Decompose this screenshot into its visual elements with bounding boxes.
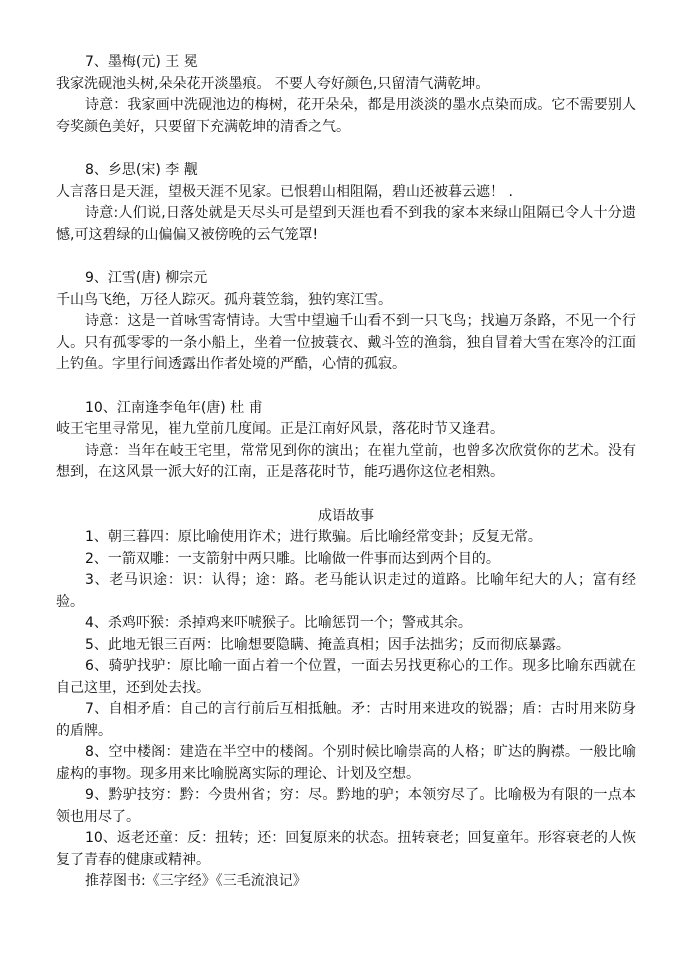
- poem-text: 人言落日是天涯，望极天涯不见家。已恨碧山相阻隔，碧山还被暮云遮！ .: [56, 183, 513, 200]
- poem-text: 我家洗砚池头树,朵朵花开淡墨痕。 不要人夸好颜色,只留清气满乾坤。: [56, 75, 490, 92]
- book-recommendation: 推荐图书:《三字经》《三毛流浪记》: [85, 873, 307, 889]
- poem-text: 岐王宅里寻常见，崔九堂前几度闻。正是江南好风景，落花时节又逢君。: [56, 421, 504, 437]
- idiom-item: 8、空中楼阁：建造在半空中的楼阁。个别时候比喻崇高的人格；旷达的胸襟。一般比喻虚构的事物。现多用来比喻脱离实际的理论、计划及空想。: [56, 744, 636, 782]
- poem-title: 8、乡思(宋) 李 觏: [85, 162, 198, 178]
- idiom-item: 10、返老还童：反：扭转；还：回复原来的状态。扭转衰老；回复童年。形容衰老的人恢复了青春的健康或精神。: [56, 830, 636, 868]
- poem-title: 9、江雪(唐) 柳宗元: [85, 270, 208, 286]
- idiom-item: 6、骑驴找驴：原比喻一面占着一个位置，一面去另找更称心的工作。现多比喻东西就在自己这里，还到处去找。: [56, 658, 636, 696]
- poem-10: [56, 398, 636, 484]
- poem-9: [56, 268, 636, 376]
- poem-meaning: 诗意：我家画中洗砚池边的梅树，花开朵朵，都是用淡淡的墨水点染而成。它不需要别人夸奖颜色美好，只要留下充满乾坤的清香之气。: [56, 97, 636, 135]
- idiom-list: [56, 527, 636, 871]
- poem-title: 10、江南逢李龟年(唐) 杜 甫: [85, 399, 263, 416]
- idiom-item: 3、老马识途：识：认得；途：路。老马能认识走过的道路。比喻年纪大的人；富有经验。: [56, 572, 636, 610]
- poem-text: 千山鸟飞绝，万径人踪灭。孤舟蓑笠翁，独钓寒江雪。: [56, 291, 392, 308]
- poem-meaning: 诗意:人们说,日落处就是天尽头可是望到天涯也看不到我的家本来绿山阻隔已令人十分遗憾,可这碧绿的山偏偏又被傍晚的云气笼罩!: [56, 205, 636, 243]
- poem-7: [56, 52, 636, 138]
- idiom-item: 7、自相矛盾：自己的言行前后互相抵触。矛：古时用来进攻的锐器；盾：古时用来防身的盾牌。: [56, 701, 636, 739]
- idiom-item: 1、朝三暮四：原比喻使用诈术；进行欺骗。后比喻经常变卦；反复无常。: [85, 529, 542, 545]
- document-page: [56, 52, 636, 893]
- idiom-item: 2、一箭双雕：一支箭射中两只雕。比喻做一件事而达到两个目的。: [85, 550, 500, 567]
- idiom-item: 5、此地无银三百两：比喻想要隐瞒、掩盖真相；因手法拙劣；反而彻底暴露。: [85, 636, 570, 653]
- poem-meaning: 诗意：当年在岐王宅里，常常见到你的演出；在崔九堂前，也曾多次欣赏你的艺术。没有想到，在这风景一派大好的江南，正是落花时节，能巧遇你这位老相熟。: [56, 442, 636, 480]
- poem-8: [56, 160, 636, 246]
- section-title: 成语故事: [318, 507, 374, 524]
- idiom-item: 9、黔驴技穷：黔：今贵州省；穷：尽。黔地的驴；本领穷尽了。比喻极为有限的一点本领也用尽了。: [56, 787, 636, 825]
- idiom-item: 4、杀鸡吓猴：杀掉鸡来吓唬猴子。比喻惩罚一个；警戒其余。: [85, 615, 472, 631]
- poem-title: 7、墨梅(元) 王 冕: [85, 54, 198, 70]
- poem-meaning: 诗意：这是一首咏雪寄情诗。大雪中望遍千山看不到一只飞鸟；找遍万条路，不见一个行人。只有孤零零的一条小船上，坐着一位披蓑衣、戴斗笠的渔翁，独自冒着大雪在寒冷的江面上钓鱼。字里行间透露出作者处境的严酷，心情的孤寂。: [56, 313, 636, 372]
